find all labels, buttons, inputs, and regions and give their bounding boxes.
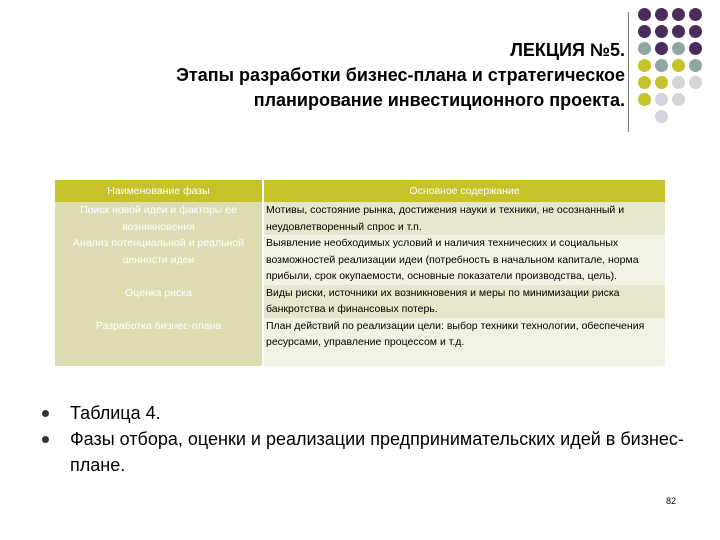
table-row — [55, 318, 665, 366]
phase-cell: Оценка риска — [55, 285, 263, 318]
phase-cell: Поиск новой идеи и факторы ее возникновения — [55, 202, 263, 235]
decorative-dot — [638, 59, 651, 72]
page-number: 82 — [666, 496, 677, 506]
decorative-dot — [655, 59, 668, 72]
content-cell: Мотивы, состояние рынка, достижения науки и техники, не осознанный и неудовлетворенный спрос и т.п. — [263, 202, 665, 235]
phase-cell: Анализ потенциальной и реальной ценности идеи — [55, 235, 263, 285]
decorative-dot — [655, 42, 668, 55]
content-cell: Выявление необходимых условий и наличия технических и социальных возможностей реализации идеи (потребность в начальном капитале, норма прибыли, срок окупаемости, основные показатели производства, цель). — [263, 235, 665, 285]
decorative-dot — [655, 8, 668, 21]
title-line-1: ЛЕКЦИЯ №5. — [510, 40, 625, 60]
table-row — [55, 202, 665, 235]
decorative-dot — [672, 8, 685, 21]
bullet-list — [40, 400, 700, 478]
decorative-dot — [655, 93, 668, 106]
header-main-content: Основное содержание — [263, 180, 665, 202]
decorative-dot — [638, 25, 651, 38]
decorative-dot — [689, 8, 702, 21]
list-item — [40, 426, 700, 478]
decorative-dot — [672, 59, 685, 72]
decorative-dot — [689, 42, 702, 55]
slide-title — [65, 38, 625, 113]
table-row — [55, 235, 665, 285]
decorative-dot — [672, 93, 685, 106]
phases-table — [55, 180, 665, 366]
header-phase-name: Наименование фазы — [55, 180, 263, 202]
bullet-text: Таблица 4. — [70, 403, 161, 423]
list-item — [40, 400, 700, 426]
decorative-dot — [689, 25, 702, 38]
decorative-dot — [638, 8, 651, 21]
table-row — [55, 285, 665, 318]
phase-cell: Разработка бизнес-плана — [55, 318, 263, 366]
decorative-dot — [638, 42, 651, 55]
decorative-dot — [672, 42, 685, 55]
decorative-dot — [689, 59, 702, 72]
title-divider — [628, 12, 629, 132]
decorative-dot — [655, 110, 668, 123]
content-cell: План действий по реализации цели: выбор техники технологии, обеспечения ресурсами, управление процессом и т.д. — [263, 318, 665, 366]
title-line-3: планирование инвестиционного проекта. — [253, 90, 625, 110]
decorative-dot — [638, 76, 651, 89]
decorative-dot — [655, 76, 668, 89]
decorative-dot — [655, 25, 668, 38]
bullet-dot-icon — [42, 410, 49, 417]
table-header-row — [55, 180, 665, 202]
title-line-2: Этапы разработки бизнес-плана и стратегическое — [176, 65, 625, 85]
decorative-dot — [672, 76, 685, 89]
bullet-text: Фазы отбора, оценки и реализации предпринимательских идей в бизнес-плане. — [70, 429, 684, 475]
bullet-dot-icon — [42, 436, 49, 443]
decorative-dot — [638, 93, 651, 106]
decorative-dot — [689, 76, 702, 89]
content-cell: Виды риски, источники их возникновения и меры по минимизации риска банкротства и финансовых потерь. — [263, 285, 665, 318]
decorative-dot — [672, 25, 685, 38]
